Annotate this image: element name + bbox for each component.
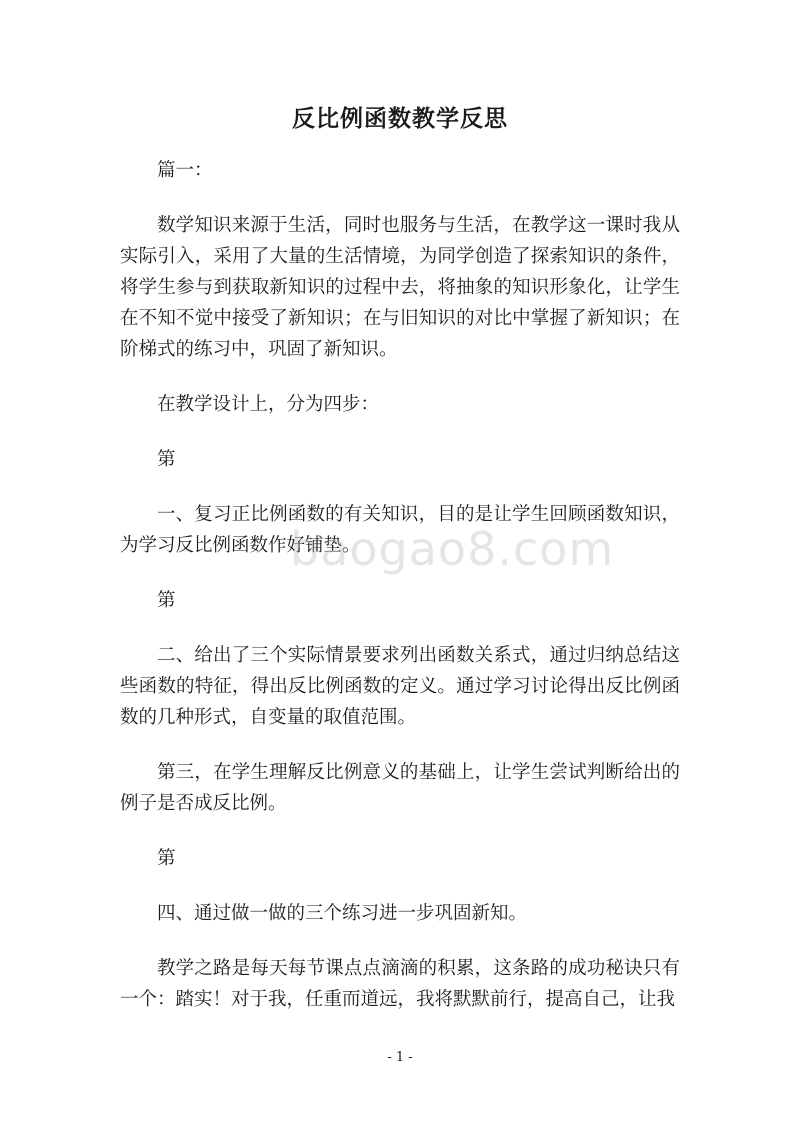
document-body xyxy=(120,155,680,1039)
paragraph-6: 第 xyxy=(157,590,176,611)
paragraph-7: 二、给出了三个实际情景要求列出函数关系式，通过归纳总结这些函数的特征，得出反比例函数的定义。通过学习讨论得出反比例函数的几种形式，自变量的取值范围。 xyxy=(120,645,680,728)
paragraph-9: 第 xyxy=(157,848,176,869)
page-number: - 1 - xyxy=(387,1050,413,1065)
paragraph-2: 数学知识来源于生活，同时也服务与生活，在教学这一课时我从实际引入，采用了大量的生活情境，为同学创造了探索知识的条件，将学生参与到获取新知识的过程中去，将抽象的知识形象化，让学生在不知不觉中接受了新知识；在与旧知识的对比中掌握了新知识；在阶梯式的练习中，巩固了新知识。 xyxy=(120,215,680,360)
paragraph-8: 第三，在学生理解反比例意义的基础上，让学生尝试判断给出的例子是否成反比例。 xyxy=(120,762,680,814)
paragraph-4: 第 xyxy=(157,449,176,470)
watermark: baogao8.com xyxy=(290,522,615,576)
paragraph-10: 四、通过做一做的三个练习进一步巩固新知。 xyxy=(157,903,528,924)
paragraph-11: 教学之路是每天每节课点点滴滴的积累，这条路的成功秘诀只有一个：踏实！对于我，任重而道远，我将默默前行，提高自己，让我 xyxy=(120,958,680,1010)
paragraph-1: 篇一： xyxy=(157,160,213,181)
paragraph-3: 在教学设计上，分为四步： xyxy=(157,394,380,415)
document-title: 反比例函数教学反思 xyxy=(292,105,508,132)
paragraph-5: 一、复习正比例函数的有关知识，目的是让学生回顾函数知识，为学习反比例函数作好铺垫。 xyxy=(120,504,680,556)
